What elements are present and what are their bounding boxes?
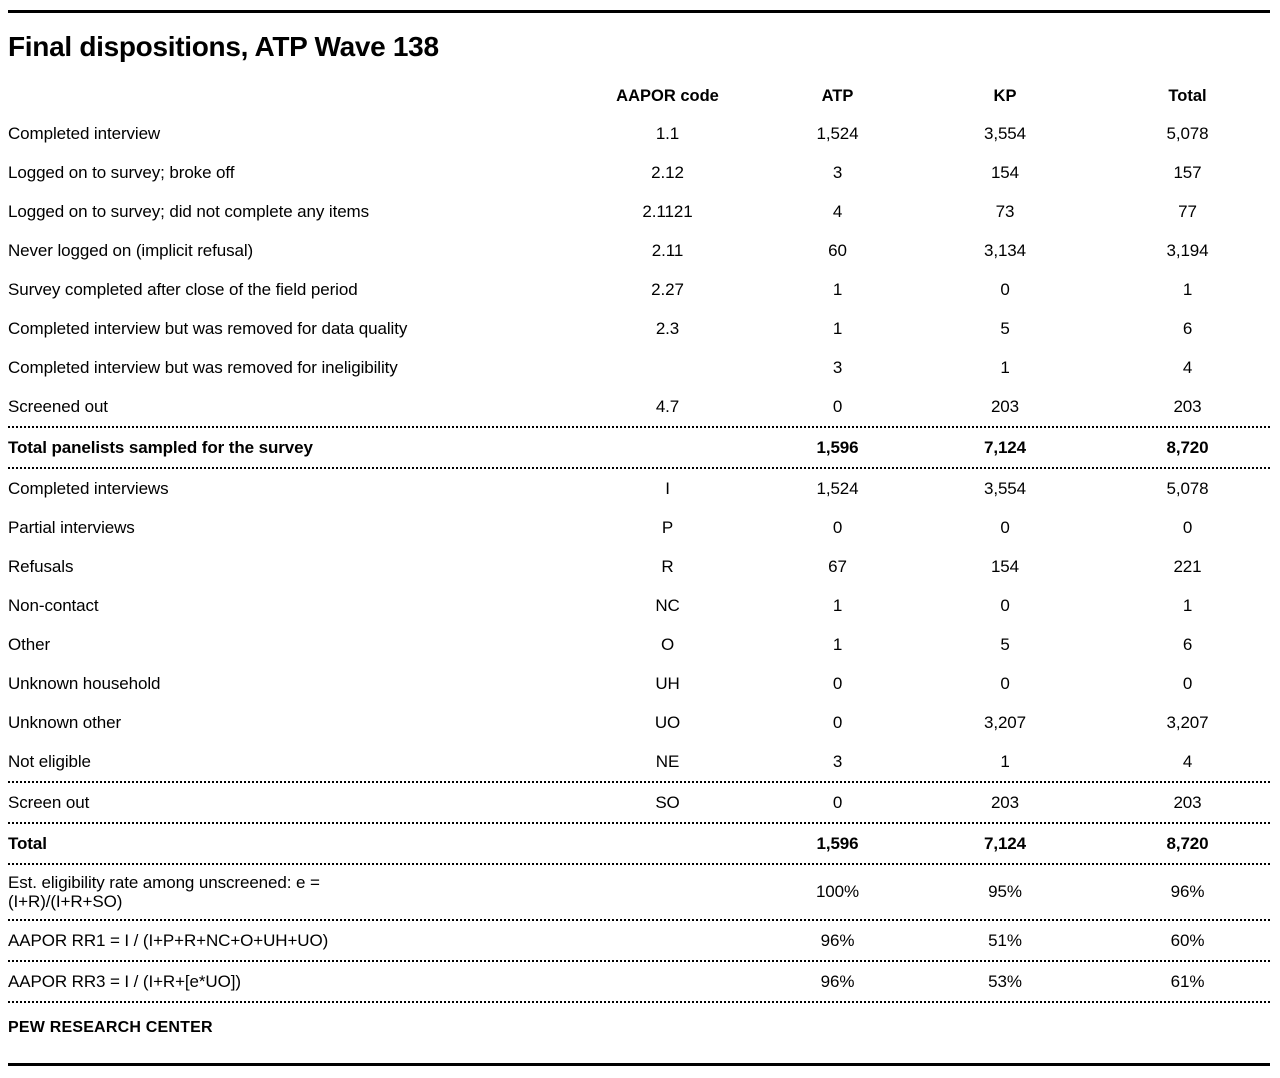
row-label: Total	[8, 833, 47, 853]
cell-kp: 154	[990, 162, 1020, 182]
row-label	[8, 865, 565, 919]
cell-atp: 1	[832, 318, 843, 338]
row-label: AAPOR RR3 = I / (I+R+[e*UO])	[8, 971, 241, 991]
table-total-row	[8, 428, 1270, 467]
cell-kp: 3,134	[983, 240, 1027, 260]
cell-aapor-code: SO	[655, 792, 680, 812]
cell-atp: 1,596	[816, 437, 859, 457]
table-row	[8, 865, 1270, 919]
cell-total: 96%	[1170, 882, 1205, 901]
table-row	[8, 114, 1270, 153]
column-header-kp: KP	[993, 87, 1017, 105]
cell-aapor-code: 2.12	[651, 162, 684, 182]
cell-atp: 60	[828, 240, 847, 260]
cell-total: 4	[1182, 751, 1193, 771]
cell-kp: 0	[1000, 673, 1010, 693]
table-row	[8, 586, 1270, 625]
row-label: Other	[8, 634, 51, 654]
cell-total: 8,720	[1166, 833, 1209, 853]
row-label: Unknown household	[8, 673, 161, 693]
cell-aapor-code: UH	[655, 673, 680, 693]
cell-aapor-code	[565, 921, 770, 960]
cell-atp: 96%	[820, 930, 855, 950]
table-row	[8, 231, 1270, 270]
page-title: Final dispositions, ATP Wave 138	[8, 31, 439, 62]
bottom-rule	[8, 1063, 1270, 1066]
row-label: Survey completed after close of the field period	[8, 279, 358, 299]
table-total-row	[8, 824, 1270, 863]
cell-aapor-code: 4.7	[655, 396, 680, 416]
cell-atp: 1	[832, 279, 843, 299]
cell-total: 221	[1173, 556, 1202, 576]
row-label: Non-contact	[8, 595, 99, 615]
cell-total: 0	[1182, 673, 1193, 693]
cell-aapor-code: NC	[655, 595, 680, 615]
cell-kp: 0	[1000, 517, 1010, 537]
cell-aapor-code: NE	[655, 751, 680, 771]
dotted-divider	[8, 1001, 1270, 1003]
cell-aapor-code: 2.27	[651, 279, 684, 299]
cell-aapor-code: UO	[654, 712, 681, 732]
row-label: Refusals	[8, 556, 74, 576]
cell-atp: 3	[832, 357, 843, 377]
column-header-total: Total	[1168, 87, 1207, 105]
cell-kp: 0	[1000, 279, 1010, 299]
cell-total: 1	[1182, 595, 1193, 615]
cell-aapor-code: O	[660, 634, 675, 654]
cell-total: 61%	[1170, 971, 1205, 991]
cell-aapor-code: I	[665, 478, 670, 498]
cell-total: 3,207	[1166, 712, 1209, 732]
cell-atp: 1,524	[816, 478, 859, 498]
cell-kp: 95%	[988, 882, 1022, 901]
cell-total: 8,720	[1166, 437, 1209, 457]
cell-atp: 0	[832, 792, 843, 812]
cell-total: 203	[1173, 396, 1202, 416]
cell-atp: 96%	[820, 971, 855, 991]
cell-kp: 3,207	[983, 712, 1027, 732]
cell-atp: 0	[832, 712, 843, 732]
cell-atp: 1,596	[816, 833, 859, 853]
cell-total: 3,194	[1166, 240, 1209, 260]
cell-total: 0	[1182, 517, 1193, 537]
cell-aapor-code	[565, 824, 770, 863]
row-label: Never logged on (implicit refusal)	[8, 240, 254, 260]
cell-aapor-code: P	[661, 517, 674, 537]
cell-kp: 203	[990, 396, 1020, 416]
row-label-line2: (I+R)/(I+R+SO)	[8, 892, 123, 911]
row-label: Logged on to survey; broke off	[8, 162, 235, 182]
cell-total: 6	[1182, 634, 1193, 654]
cell-total: 77	[1178, 201, 1197, 221]
table-row	[8, 387, 1270, 426]
dispositions-table	[8, 73, 1270, 1003]
top-rule	[8, 10, 1270, 13]
cell-total: 203	[1173, 792, 1202, 812]
cell-kp: 203	[990, 792, 1020, 812]
table-row	[8, 469, 1270, 508]
table-row	[8, 309, 1270, 348]
cell-kp: 73	[995, 201, 1015, 221]
row-label: Screen out	[8, 792, 90, 812]
cell-atp: 3	[832, 162, 843, 182]
cell-aapor-code: R	[661, 556, 674, 576]
table-header-row	[8, 73, 1270, 114]
table-row	[8, 192, 1270, 231]
cell-total: 4	[1182, 357, 1193, 377]
row-label: Partial interviews	[8, 517, 135, 537]
row-label: Total panelists sampled for the survey	[8, 437, 313, 457]
table-row	[8, 921, 1270, 960]
cell-atp: 0	[832, 673, 843, 693]
row-label: Completed interviews	[8, 478, 169, 498]
cell-kp: 1	[1000, 751, 1010, 771]
cell-atp: 0	[832, 517, 843, 537]
row-label: Screened out	[8, 396, 108, 416]
row-label: AAPOR RR1 = I / (I+P+R+NC+O+UH+UO)	[8, 930, 329, 950]
cell-aapor-code	[565, 962, 770, 1001]
cell-kp: 7,124	[983, 437, 1027, 457]
row-label: Logged on to survey; did not complete any items	[8, 201, 370, 221]
cell-kp: 5	[1000, 634, 1010, 654]
cell-aapor-code: 2.3	[655, 318, 680, 338]
cell-aapor-code	[565, 428, 770, 467]
table-row	[8, 348, 1270, 387]
table-row	[8, 508, 1270, 547]
cell-kp: 5	[1000, 318, 1010, 338]
row-label: Completed interview	[8, 123, 161, 143]
cell-aapor-code	[565, 348, 770, 387]
cell-atp: 4	[832, 201, 843, 221]
column-header-aapor-code: AAPOR code	[616, 87, 719, 105]
cell-atp: 1	[832, 595, 843, 615]
cell-kp: 3,554	[983, 123, 1027, 143]
cell-kp: 0	[1000, 595, 1010, 615]
cell-aapor-code: 2.1121	[642, 201, 693, 221]
column-header-label	[8, 73, 565, 114]
table-row	[8, 664, 1270, 703]
row-label: Completed interview but was removed for data quality	[8, 318, 408, 338]
cell-atp: 1,524	[816, 123, 859, 143]
column-header-atp: ATP	[821, 87, 854, 105]
row-label: Not eligible	[8, 751, 91, 771]
row-label-line1: Est. eligibility rate among unscreened: e =	[8, 873, 320, 892]
table-row	[8, 270, 1270, 309]
cell-total: 60%	[1170, 930, 1205, 950]
cell-kp: 51%	[988, 930, 1022, 950]
cell-atp: 0	[832, 396, 843, 416]
cell-total: 6	[1182, 318, 1193, 338]
cell-aapor-code	[565, 865, 770, 919]
table-row	[8, 625, 1270, 664]
cell-kp: 3,554	[983, 478, 1027, 498]
cell-aapor-code: 1.1	[655, 123, 680, 143]
table-row	[8, 783, 1270, 822]
table-row	[8, 703, 1270, 742]
dispositions-tbody	[8, 114, 1270, 1003]
dotted-divider-line	[8, 1001, 1270, 1003]
cell-total: 5,078	[1166, 123, 1209, 143]
source-brand: PEW RESEARCH CENTER	[8, 1019, 213, 1036]
cell-atp: 1	[832, 634, 843, 654]
row-label: Unknown other	[8, 712, 122, 732]
cell-kp: 53%	[988, 971, 1022, 991]
cell-atp: 3	[832, 751, 843, 771]
table-row	[8, 153, 1270, 192]
cell-total: 157	[1173, 162, 1202, 182]
cell-atp: 100%	[815, 882, 860, 901]
cell-total: 5,078	[1166, 478, 1209, 498]
cell-kp: 154	[990, 556, 1020, 576]
table-row	[8, 742, 1270, 781]
cell-aapor-code: 2.11	[651, 240, 684, 260]
table-row	[8, 962, 1270, 1001]
table-row	[8, 547, 1270, 586]
cell-kp: 1	[1000, 357, 1010, 377]
cell-kp: 7,124	[983, 833, 1027, 853]
cell-atp: 67	[828, 556, 847, 576]
row-label: Completed interview but was removed for ineligibility	[8, 357, 398, 377]
cell-total: 1	[1182, 279, 1193, 299]
